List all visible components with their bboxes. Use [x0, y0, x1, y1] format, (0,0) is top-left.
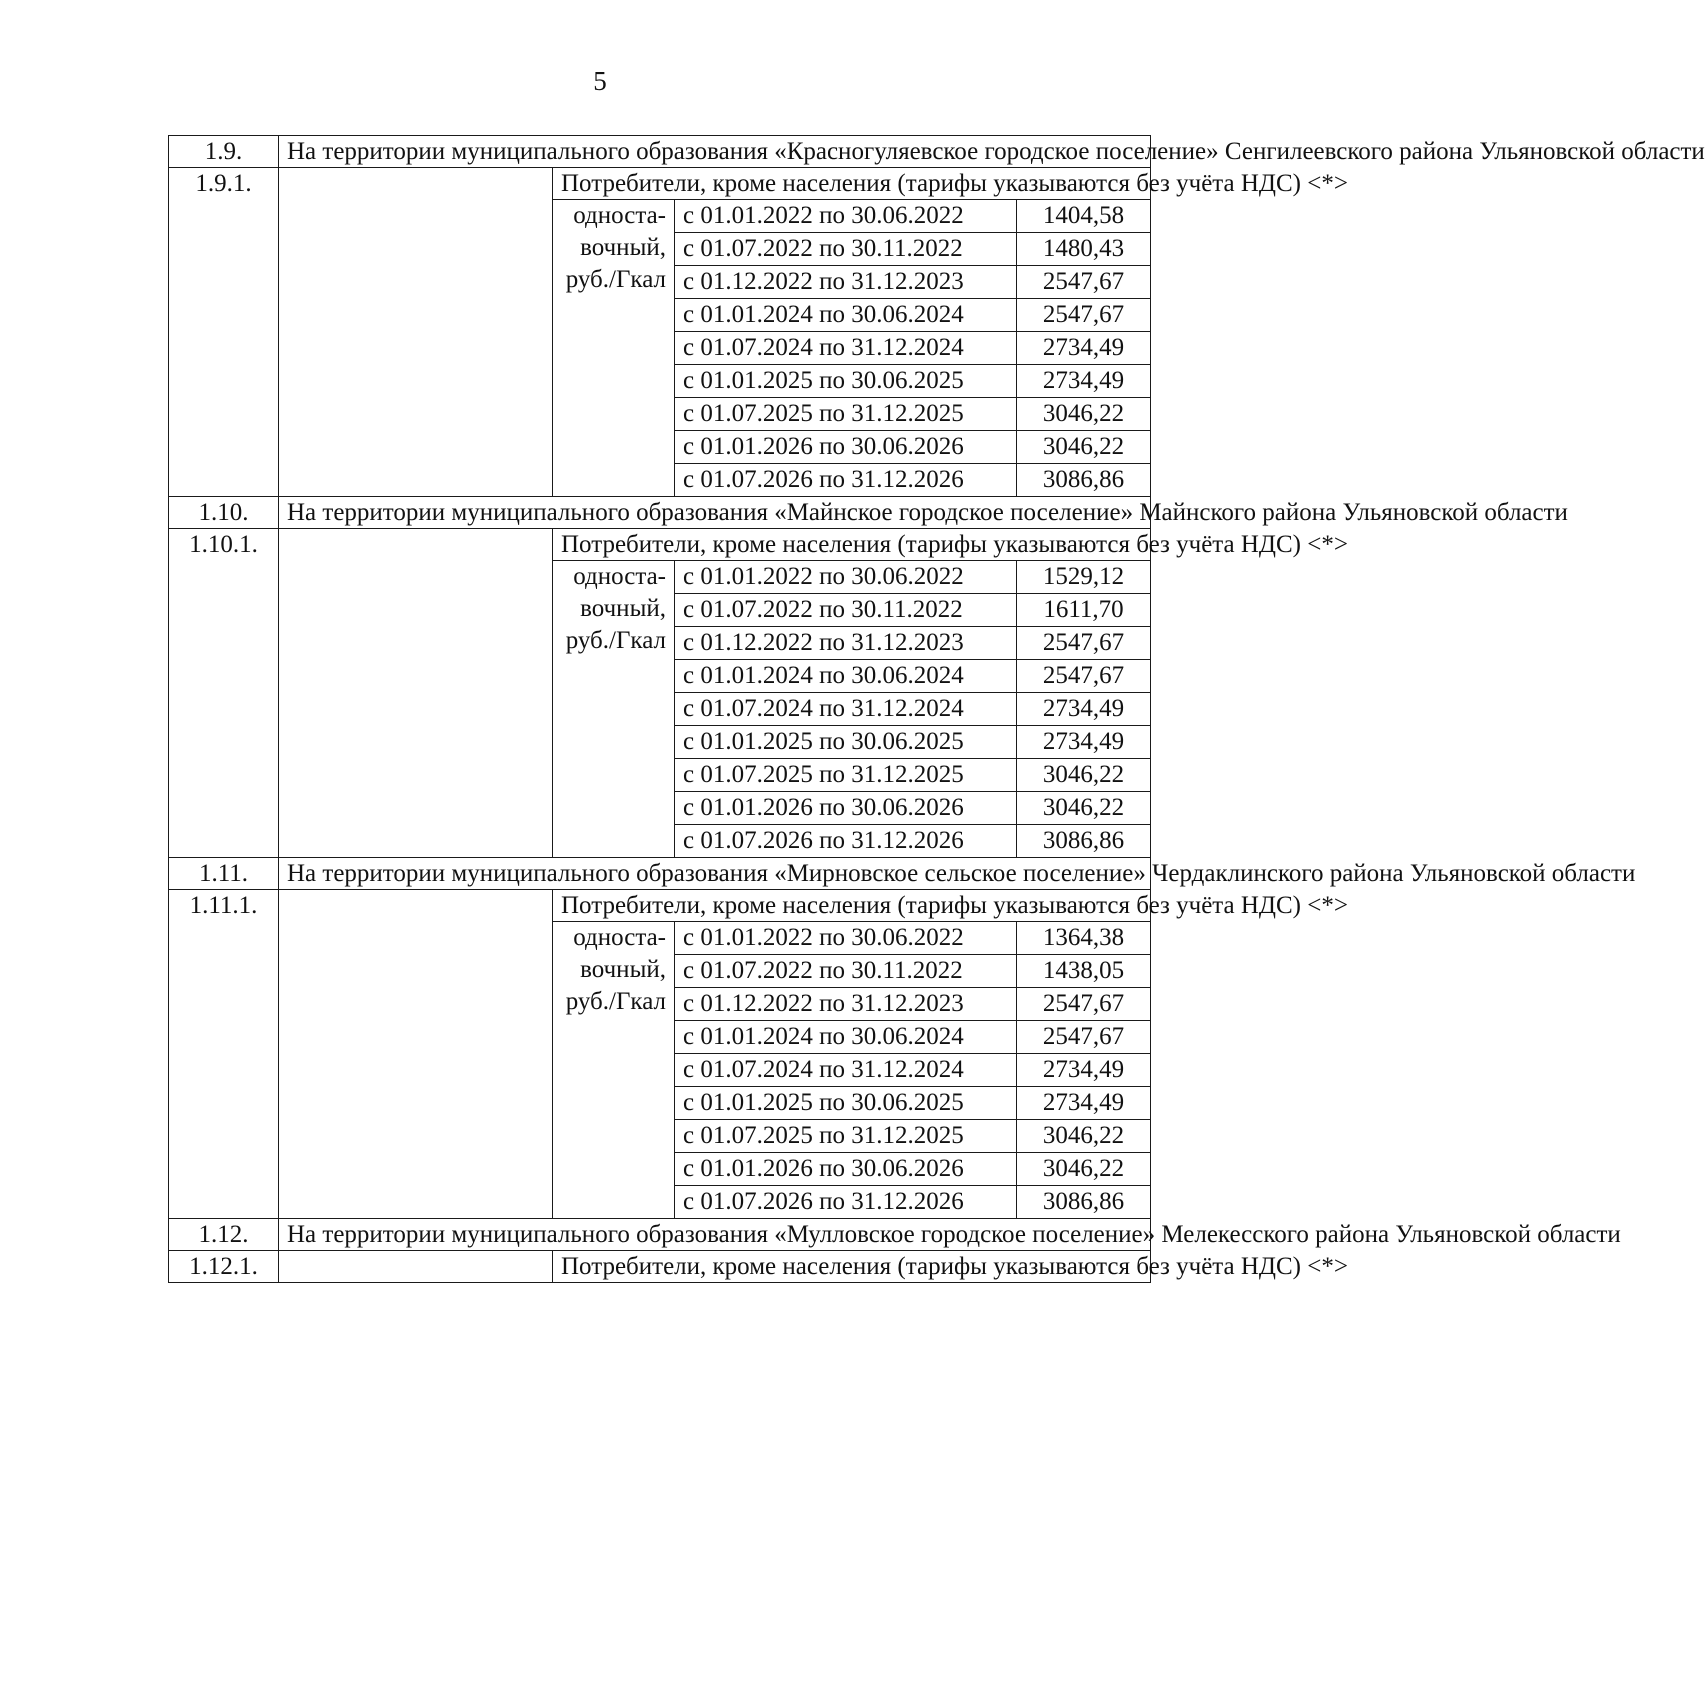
- consumers-label: Потребители, кроме населения (тарифы указываются без учёта НДС) <*>: [553, 529, 1151, 561]
- tariff-value: 2734,49: [1017, 332, 1151, 365]
- subsection-number: 1.10.1.: [169, 529, 279, 858]
- tariff-period: с 01.12.2022 по 31.12.2023: [675, 627, 1017, 660]
- tariff-value: 2734,49: [1017, 726, 1151, 759]
- section-number: 1.12.: [169, 1219, 279, 1251]
- section-number: 1.10.: [169, 497, 279, 529]
- tariff-value: 2547,67: [1017, 660, 1151, 693]
- section-title: На территории муниципального образования «Красногуляевское городское поселение» Сенгилеевского района Ульяновской области: [279, 136, 1151, 168]
- tariff-unit-line: односта-: [573, 563, 666, 590]
- tariff-table-body: [169, 136, 1705, 1283]
- tariff-value: 3046,22: [1017, 431, 1151, 464]
- tariff-period: с 01.01.2026 по 30.06.2026: [675, 431, 1017, 464]
- tariff-value: 1480,43: [1017, 233, 1151, 266]
- section-row: [169, 497, 1151, 529]
- section-row: [169, 136, 1151, 168]
- empty-cell: [279, 890, 553, 1219]
- tariff-unit-line: руб./Гкал: [565, 988, 666, 1015]
- tariff-period: с 01.07.2024 по 31.12.2024: [675, 1054, 1017, 1087]
- tariff-period: с 01.07.2022 по 30.11.2022: [675, 594, 1017, 627]
- subsection-row: [169, 1251, 1151, 1283]
- empty-cell: [279, 529, 553, 858]
- tariff-unit-line: вочный,: [580, 234, 666, 261]
- tariff-unit-line: односта-: [573, 202, 666, 229]
- tariff-value: 2734,49: [1017, 693, 1151, 726]
- section-title: На территории муниципального образования «Майнское городское поселение» Майнского района Ульяновской области: [279, 497, 1151, 529]
- subsection-number: 1.11.1.: [169, 890, 279, 1219]
- tariff-period: с 01.01.2025 по 30.06.2025: [675, 726, 1017, 759]
- tariff-value: 3046,22: [1017, 1120, 1151, 1153]
- tariff-value: 2547,67: [1017, 266, 1151, 299]
- section-title: На территории муниципального образования «Мирновское сельское поселение» Чердаклинского района Ульяновской области: [279, 858, 1151, 890]
- section-row: [169, 858, 1151, 890]
- subsection-number: 1.12.1.: [169, 1251, 279, 1283]
- section-number: 1.9.: [169, 136, 279, 168]
- tariff-period: с 01.01.2025 по 30.06.2025: [675, 365, 1017, 398]
- tariff-unit: [553, 922, 675, 1219]
- tariff-value: 3086,86: [1017, 1186, 1151, 1219]
- tariff-value: 3046,22: [1017, 759, 1151, 792]
- tariff-period: с 01.01.2022 по 30.06.2022: [675, 200, 1017, 233]
- tariff-unit-line: вочный,: [580, 595, 666, 622]
- tariff-value: 2734,49: [1017, 1054, 1151, 1087]
- consumers-label: Потребители, кроме населения (тарифы указываются без учёта НДС) <*>: [553, 1251, 1151, 1283]
- tariff-period: с 01.01.2022 по 30.06.2022: [675, 922, 1017, 955]
- tariff-period: с 01.01.2024 по 30.06.2024: [675, 299, 1017, 332]
- section-number: 1.11.: [169, 858, 279, 890]
- subsection-number: 1.9.1.: [169, 168, 279, 497]
- tariff-unit-line: руб./Гкал: [565, 266, 666, 293]
- tariff-table: [168, 135, 1705, 1283]
- tariff-period: с 01.12.2022 по 31.12.2023: [675, 988, 1017, 1021]
- tariff-value: 2734,49: [1017, 365, 1151, 398]
- section-row: [169, 1219, 1151, 1251]
- tariff-value: 3086,86: [1017, 825, 1151, 858]
- tariff-period: с 01.07.2025 по 31.12.2025: [675, 1120, 1017, 1153]
- tariff-unit-line: односта-: [573, 924, 666, 951]
- tariff-unit-line: вочный,: [580, 956, 666, 983]
- tariff-period: с 01.01.2026 по 30.06.2026: [675, 1153, 1017, 1186]
- tariff-value: 3046,22: [1017, 398, 1151, 431]
- tariff-period: с 01.01.2026 по 30.06.2026: [675, 792, 1017, 825]
- tariff-value: 2547,67: [1017, 627, 1151, 660]
- tariff-unit: [553, 561, 675, 858]
- tariff-value: 2734,49: [1017, 1087, 1151, 1120]
- tariff-period: с 01.07.2026 по 31.12.2026: [675, 825, 1017, 858]
- empty-cell: [279, 1251, 553, 1283]
- tariff-period: с 01.07.2024 по 31.12.2024: [675, 693, 1017, 726]
- page-number: 5: [593, 66, 607, 96]
- tariff-period: с 01.01.2024 по 30.06.2024: [675, 1021, 1017, 1054]
- tariff-value: 3046,22: [1017, 792, 1151, 825]
- tariff-period: с 01.07.2022 по 30.11.2022: [675, 233, 1017, 266]
- section-title: На территории муниципального образования «Мулловское городское поселение» Мелекесского района Ульяновской области: [279, 1219, 1151, 1251]
- tariff-period: с 01.07.2025 по 31.12.2025: [675, 759, 1017, 792]
- tariff-period: с 01.07.2025 по 31.12.2025: [675, 398, 1017, 431]
- tariff-value: 1404,58: [1017, 200, 1151, 233]
- tariff-value: 2547,67: [1017, 988, 1151, 1021]
- tariff-period: с 01.07.2026 по 31.12.2026: [675, 464, 1017, 497]
- consumers-label: Потребители, кроме населения (тарифы указываются без учёта НДС) <*>: [553, 168, 1151, 200]
- tariff-unit: [553, 200, 675, 497]
- tariff-period: с 01.01.2024 по 30.06.2024: [675, 660, 1017, 693]
- subsection-row: [169, 890, 1151, 922]
- tariff-value: 2547,67: [1017, 1021, 1151, 1054]
- tariff-period: с 01.07.2022 по 30.11.2022: [675, 955, 1017, 988]
- tariff-value: 1529,12: [1017, 561, 1151, 594]
- subsection-row: [169, 168, 1151, 200]
- tariff-period: с 01.01.2025 по 30.06.2025: [675, 1087, 1017, 1120]
- tariff-unit-line: руб./Гкал: [565, 627, 666, 654]
- tariff-value: 1611,70: [1017, 594, 1151, 627]
- tariff-value: 2547,67: [1017, 299, 1151, 332]
- empty-cell: [279, 168, 553, 497]
- tariff-period: с 01.12.2022 по 31.12.2023: [675, 266, 1017, 299]
- tariff-value: 1438,05: [1017, 955, 1151, 988]
- tariff-value: 1364,38: [1017, 922, 1151, 955]
- tariff-period: с 01.01.2022 по 30.06.2022: [675, 561, 1017, 594]
- tariff-value: 3086,86: [1017, 464, 1151, 497]
- tariff-period: с 01.07.2024 по 31.12.2024: [675, 332, 1017, 365]
- tariff-period: с 01.07.2026 по 31.12.2026: [675, 1186, 1017, 1219]
- consumers-label: Потребители, кроме населения (тарифы указываются без учёта НДС) <*>: [553, 890, 1151, 922]
- subsection-row: [169, 529, 1151, 561]
- tariff-value: 3046,22: [1017, 1153, 1151, 1186]
